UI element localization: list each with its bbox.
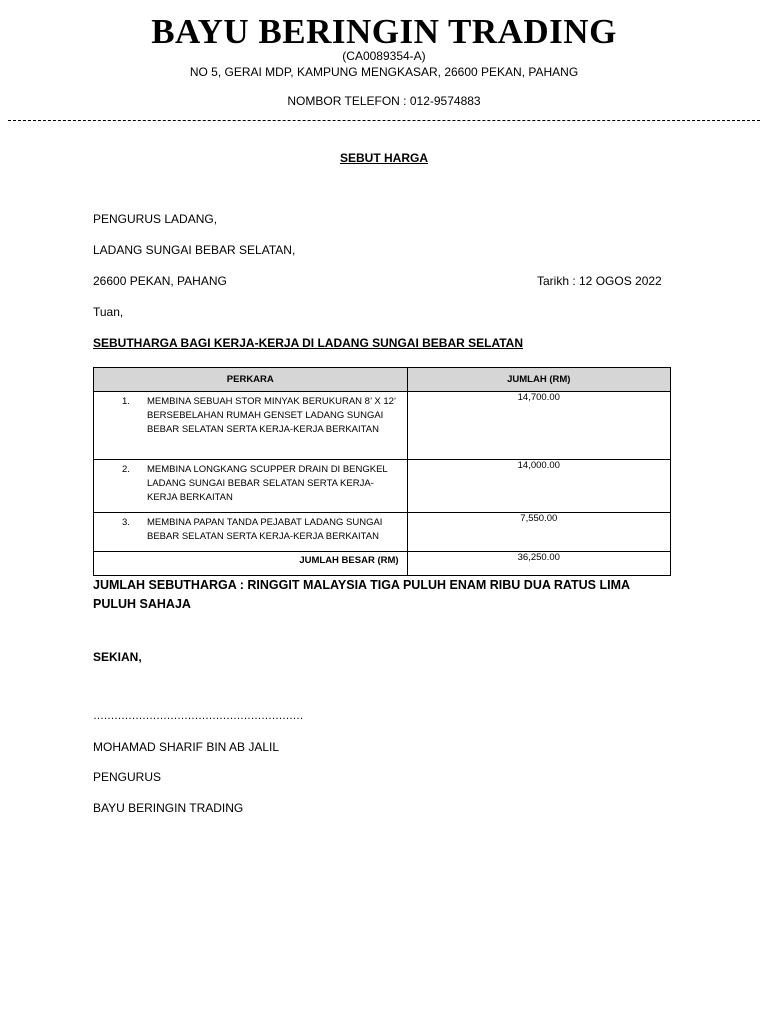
recipient-line-1: PENGURUS LADANG,: [93, 212, 218, 226]
item-amount: 7,550.00: [407, 513, 670, 552]
salutation: Tuan,: [93, 305, 124, 319]
total-label: JUMLAH BESAR (RM): [94, 552, 408, 576]
table-row: [94, 460, 671, 513]
recipient-line-2: LADANG SUNGAI BEBAR SELATAN,: [93, 243, 296, 257]
signatory-company: BAYU BERINGIN TRADING: [93, 801, 244, 815]
header-divider: [8, 120, 760, 121]
subject-line: SEBUTHARGA BAGI KERJA-KERJA DI LADANG SUNGAI BEBAR SELATAN: [93, 336, 524, 350]
header-jumlah: JUMLAH (RM): [407, 368, 670, 392]
company-name: BAYU BERINGIN TRADING: [151, 12, 617, 51]
header-perkara: PERKARA: [94, 368, 408, 392]
table-header-row: [94, 368, 671, 392]
total-amount: 36,250.00: [407, 552, 670, 576]
company-address: NO 5, GERAI MDP, KAMPUNG MENGKASAR, 26600 PEKAN, PAHANG: [189, 65, 579, 79]
document-date: Tarikh : 12 OGOS 2022: [537, 274, 662, 288]
table-row: [94, 392, 671, 460]
item-description: MEMBINA LONGKANG SCUPPER DRAIN DI BENGKEL LADANG SUNGAI BEBAR SELATAN SERTA KERJA-KERJA BERKAITAN: [147, 464, 388, 503]
signature-line: ……………………………………………………: [93, 710, 303, 722]
item-description: MEMBINA SEBUAH STOR MINYAK BERUKURAN 8’ X 12’ BERSEBELAHAN RUMAH GENSET LADANG SUNGAI BEBAR SELATAN SERTA KERJA-KERJA BERKAITAN: [147, 396, 396, 435]
item-cell: [94, 513, 408, 552]
table-row: [94, 513, 671, 552]
item-number: 3.: [122, 517, 130, 528]
closing: SEKIAN,: [93, 650, 142, 664]
item-cell: [94, 392, 408, 460]
item-amount: 14,700.00: [407, 392, 670, 460]
item-cell: [94, 460, 408, 513]
item-description: MEMBINA PAPAN TANDA PEJABAT LADANG SUNGAI BEBAR SELATAN SERTA KERJA-KERJA BERKAITAN: [147, 517, 383, 542]
item-number: 2.: [122, 464, 130, 475]
summary-in-words: JUMLAH SEBUTHARGA : RINGGIT MALAYSIA TIGA PULUH ENAM RIBU DUA RATUS LIMA PULUH SAHAJA: [93, 578, 630, 611]
recipient-line-3: 26600 PEKAN, PAHANG: [93, 274, 227, 288]
registration-number: (CA0089354-A): [342, 49, 426, 63]
signatory-name: MOHAMAD SHARIF BIN AB JALIL: [93, 740, 280, 754]
company-phone: NOMBOR TELEFON : 012-9574883: [287, 94, 481, 108]
quotation-table: [93, 367, 671, 576]
item-amount: 14,000.00: [407, 460, 670, 513]
item-number: 1.: [122, 396, 130, 407]
signatory-position: PENGURUS: [93, 770, 162, 784]
document-title: SEBUT HARGA: [339, 151, 428, 165]
total-row: [94, 552, 671, 576]
